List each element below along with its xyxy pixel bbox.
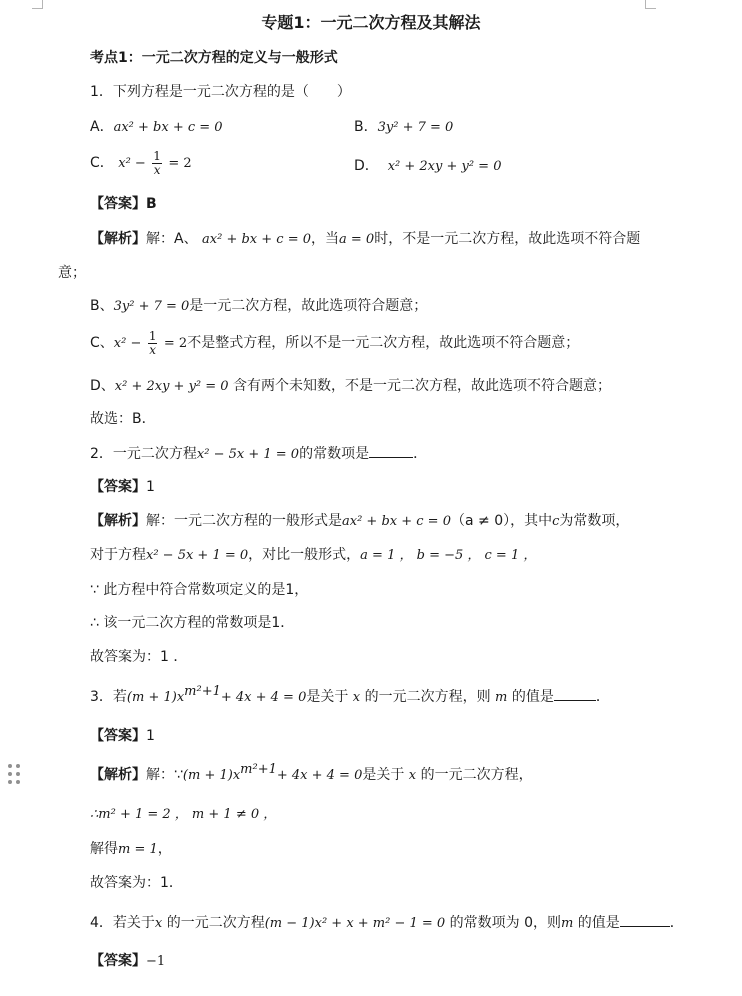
q1-analysis-b: B、3y² + 7 = 0是一元二次方程，故此选项符合题意； bbox=[90, 298, 428, 314]
q3-answer: 【答案】1 bbox=[90, 728, 155, 744]
q3-stem: 3．若$(m + 1)x^{m^2+1}+ 4x + 4 = 0$是关于 x 的一元二次方程，则 m 的值是 ． bbox=[90, 684, 610, 705]
q3-analysis-line-3: 解得m = 1， bbox=[90, 841, 172, 857]
q2-analysis-line-1: 【解析】解：一元二次方程的一般形式是ax² + bx + c = 0（a ≠ 0），其中c为常数项， bbox=[90, 513, 630, 529]
q1-choose: 故选：B． bbox=[90, 411, 156, 427]
q2-answer: 【答案】1 bbox=[90, 479, 155, 495]
q3-analysis-line-2: ∴m² + 1 = 2 ， m + 1 ≠ 0 ， bbox=[90, 807, 277, 822]
q1-analysis-wrap: 意； bbox=[58, 265, 86, 281]
q2-analysis-line-3: ∵ 此方程中符合常数项定义的是1， bbox=[90, 582, 309, 598]
q1-answer: 【答案】B bbox=[90, 196, 157, 212]
q2-analysis-line-5: 故答案为：1 ． bbox=[90, 649, 188, 665]
q1-option-a[interactable]: A．ax² + bx + c = 0 bbox=[90, 119, 223, 135]
q2-analysis-line-4: ∴ 该一元二次方程的常数项是1． bbox=[90, 615, 295, 631]
q1-stem: 1．下列方程是一元二次方程的是（ ） bbox=[90, 84, 351, 100]
q3-analysis-line-4: 故答案为：1． bbox=[90, 875, 183, 891]
q1-option-b[interactable]: B．3y² + 7 = 0 bbox=[354, 119, 454, 135]
answer-blank[interactable] bbox=[369, 443, 413, 458]
q2-analysis-line-2: 对于方程x² − 5x + 1 = 0，对比一般形式，a = 1 ， b = −5 ， c = 1 ， bbox=[90, 547, 537, 563]
page-title: 专题1：一元二次方程及其解法 bbox=[261, 13, 481, 32]
q1-option-c[interactable]: C． x² − $\frac{1}{x}$ = 2 bbox=[90, 148, 192, 177]
q1-option-d[interactable]: D． x² + 2xy + y² = 0 bbox=[354, 158, 502, 174]
drag-handle-icon[interactable] bbox=[8, 764, 22, 786]
answer-blank[interactable] bbox=[554, 686, 596, 701]
q2-stem: 2．一元二次方程x² − 5x + 1 = 0的常数项是 ． bbox=[90, 443, 427, 465]
crop-mark-top-right bbox=[645, 0, 656, 9]
q1-analysis-line-1: 【解析】解：A、 ax² + bx + c = 0，当a = 0时，不是一元二次方程，故此选项不符合题 bbox=[90, 231, 641, 247]
fraction: $\frac{1}{x}$ bbox=[153, 148, 161, 177]
answer-blank[interactable] bbox=[620, 912, 670, 927]
q4-stem: 4．若关于x 的一元二次方程(m − 1)x² + x + m² − 1 = 0 的常数项为 0，则m 的值是 ． bbox=[90, 912, 684, 934]
crop-mark-top-left bbox=[32, 0, 43, 9]
q4-answer: 【答案】−1 bbox=[90, 953, 166, 969]
q1-analysis-d: D、x² + 2xy + y² = 0 含有两个未知数，不是一元二次方程，故此选项不符合题意； bbox=[90, 378, 612, 394]
section-heading: 考点1：一元二次方程的定义与一般形式 bbox=[90, 50, 338, 66]
q3-analysis-line-1: 【解析】解：∵(m + $1)x^{m^2+1}+ 4x + 4 = 0$是关于 x 的一元二次方程， bbox=[90, 762, 533, 783]
q1-analysis-c: C、x² − $\frac{1}{x}$ = 2不是整式方程，所以不是一元二次方程，故此选项不符合题意； bbox=[90, 328, 580, 357]
